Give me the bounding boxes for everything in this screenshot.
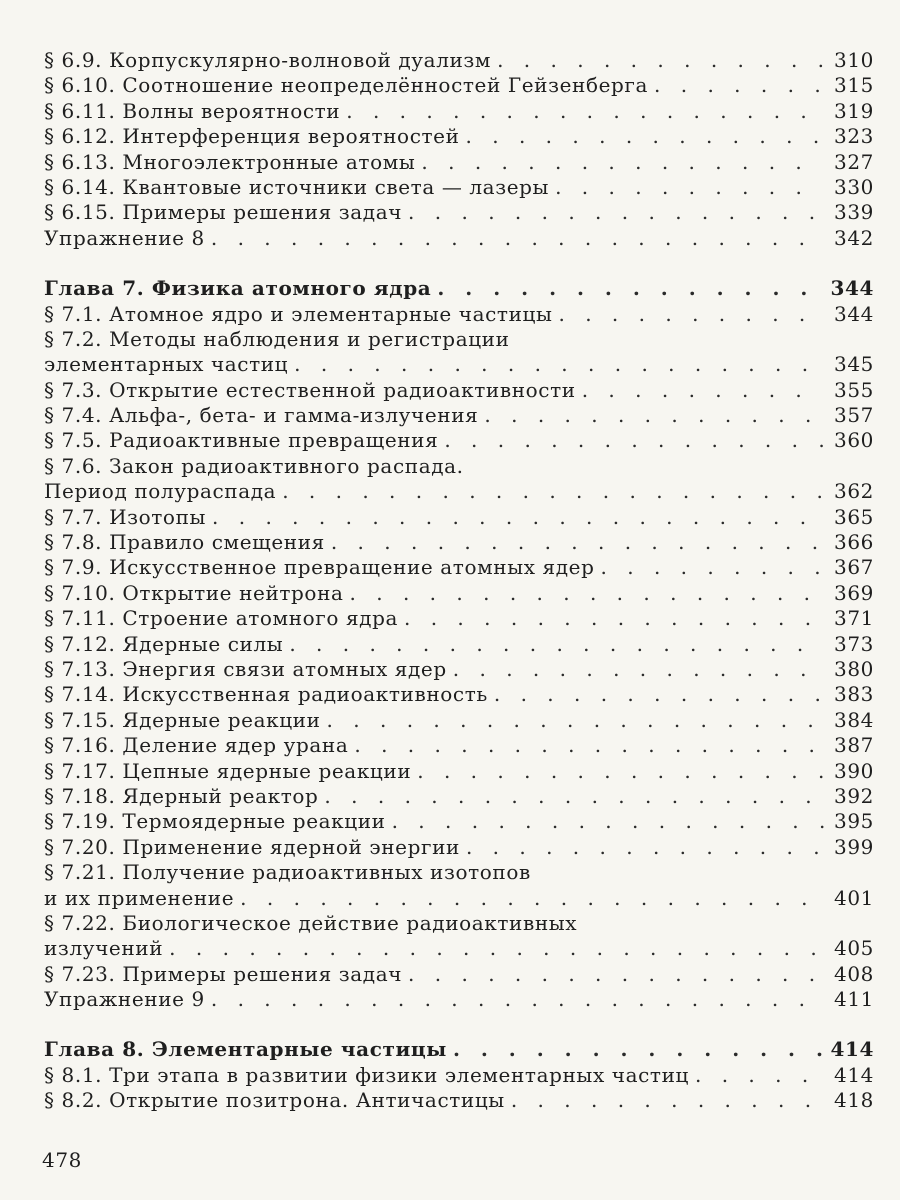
entry-page: 418 bbox=[834, 1088, 874, 1113]
entry-page: 327 bbox=[834, 149, 874, 174]
dot-leader bbox=[466, 124, 824, 149]
dot-leader bbox=[404, 606, 824, 631]
entry-title: § 7.13. Энергия связи атомных ядер bbox=[44, 656, 447, 681]
dot-leader bbox=[511, 1088, 824, 1113]
page-number: 478 bbox=[42, 1148, 82, 1172]
dot-leader bbox=[211, 226, 824, 251]
chapter-heading-8 bbox=[44, 1037, 874, 1062]
toc-entry-line1 bbox=[44, 327, 874, 352]
entry-title: Упражнение 9 bbox=[44, 987, 205, 1012]
entry-title: § 7.17. Цепные ядерные реакции bbox=[44, 758, 412, 783]
dot-leader bbox=[497, 48, 824, 73]
entry-title: § 7.9. Искусственное превращение атомных ядер bbox=[44, 555, 595, 580]
entry-title: § 7.2. Методы наблюдения и регистрации bbox=[44, 326, 510, 351]
entry-page: 387 bbox=[834, 733, 874, 758]
dot-leader bbox=[417, 759, 824, 784]
toc-entry bbox=[44, 48, 874, 73]
dot-leader bbox=[453, 657, 824, 682]
chapter-title: Глава 7. Физика атомного ядра bbox=[44, 276, 432, 301]
toc-entry bbox=[44, 581, 874, 606]
entry-page: 366 bbox=[834, 530, 874, 555]
entry-title: § 7.23. Примеры решения задач bbox=[44, 961, 403, 986]
toc-entry bbox=[44, 73, 874, 98]
entry-title: § 7.3. Открытие естественной радиоактивности bbox=[44, 377, 576, 402]
dot-leader bbox=[437, 276, 824, 301]
entry-title: § 7.21. Получение радиоактивных изотопов bbox=[44, 860, 531, 885]
toc-entry bbox=[44, 124, 874, 149]
entry-page: 395 bbox=[834, 809, 874, 834]
toc-entry bbox=[44, 302, 874, 327]
entry-page: 367 bbox=[834, 555, 874, 580]
dot-leader bbox=[331, 530, 824, 555]
entry-title: § 7.10. Открытие нейтрона bbox=[44, 580, 344, 605]
entry-title: § 8.2. Открытие позитрона. Античастицы bbox=[44, 1088, 505, 1113]
entry-page: 390 bbox=[834, 758, 874, 783]
entry-title: § 7.22. Биологическое действие радиоактивных bbox=[44, 910, 578, 935]
entry-page: 345 bbox=[834, 352, 874, 377]
entry-page: 371 bbox=[834, 606, 874, 631]
toc-entry bbox=[44, 733, 874, 758]
entry-page: 373 bbox=[834, 631, 874, 656]
entry-page: 323 bbox=[834, 124, 874, 149]
entry-title-continued: излучений bbox=[44, 936, 164, 961]
dot-leader bbox=[350, 581, 824, 606]
section-gap bbox=[44, 1012, 874, 1037]
entry-page: 401 bbox=[834, 885, 874, 910]
entry-title: § 7.8. Правило смещения bbox=[44, 530, 325, 555]
entry-title: § 6.14. Квантовые источники света — лазеры bbox=[44, 174, 550, 199]
toc-entry bbox=[44, 835, 874, 860]
dot-leader bbox=[240, 886, 824, 911]
dot-leader bbox=[211, 987, 824, 1012]
toc-entry bbox=[44, 708, 874, 733]
toc-entry-line1 bbox=[44, 454, 874, 479]
chapter-heading-7 bbox=[44, 276, 874, 301]
dot-leader bbox=[453, 1037, 824, 1062]
entry-title: Упражнение 8 bbox=[44, 225, 205, 250]
entry-page: 408 bbox=[834, 961, 874, 986]
entry-page: 369 bbox=[834, 580, 874, 605]
toc-entry-line1 bbox=[44, 860, 874, 885]
dot-leader bbox=[654, 73, 824, 98]
toc-entry bbox=[44, 632, 874, 657]
dot-leader bbox=[421, 150, 824, 175]
dot-leader bbox=[289, 632, 824, 657]
entry-title: § 7.16. Деление ядер урана bbox=[44, 733, 349, 758]
toc-entry bbox=[44, 759, 874, 784]
dot-leader bbox=[169, 936, 824, 961]
toc-entry bbox=[44, 175, 874, 200]
entry-title: § 7.19. Термоядерные реакции bbox=[44, 809, 386, 834]
entry-title-continued: Период полураспада bbox=[44, 479, 277, 504]
dot-leader bbox=[294, 352, 824, 377]
entry-page: 384 bbox=[834, 707, 874, 732]
toc-section-chapter7 bbox=[44, 302, 874, 1013]
toc-entry bbox=[44, 150, 874, 175]
toc-entry bbox=[44, 936, 874, 961]
toc-entry bbox=[44, 378, 874, 403]
dot-leader bbox=[408, 962, 824, 987]
entry-title: § 7.15. Ядерные реакции bbox=[44, 707, 321, 732]
toc-entry bbox=[44, 479, 874, 504]
chapter-title: Глава 8. Элементарные частицы bbox=[44, 1037, 447, 1062]
section-gap bbox=[44, 251, 874, 276]
entry-page: 315 bbox=[834, 73, 874, 98]
entry-page: 392 bbox=[834, 783, 874, 808]
chapter-page: 414 bbox=[830, 1037, 874, 1062]
toc-section-chapter8 bbox=[44, 1063, 874, 1114]
entry-title: § 6.11. Волны вероятности bbox=[44, 98, 341, 123]
toc-section-chapter6 bbox=[44, 48, 874, 251]
entry-title: § 6.10. Соотношение неопределённостей Гейзенберга bbox=[44, 73, 649, 98]
toc-entry-line1 bbox=[44, 911, 874, 936]
entry-page: 344 bbox=[834, 301, 874, 326]
table-of-contents bbox=[44, 48, 874, 1114]
entry-title-continued: и их применение bbox=[44, 885, 235, 910]
entry-page: 399 bbox=[834, 834, 874, 859]
toc-entry bbox=[44, 99, 874, 124]
entry-title: § 6.15. Примеры решения задач bbox=[44, 200, 403, 225]
dot-leader bbox=[212, 505, 824, 530]
entry-page: 380 bbox=[834, 656, 874, 681]
dot-leader bbox=[282, 479, 824, 504]
entry-page: 411 bbox=[834, 987, 874, 1012]
toc-entry bbox=[44, 784, 874, 809]
entry-title: § 7.20. Применение ядерной энергии bbox=[44, 834, 460, 859]
entry-page: 339 bbox=[834, 200, 874, 225]
entry-page: 414 bbox=[834, 1062, 874, 1087]
entry-page: 365 bbox=[834, 504, 874, 529]
dot-leader bbox=[484, 403, 824, 428]
toc-entry bbox=[44, 1088, 874, 1113]
entry-title: § 7.14. Искусственная радиоактивность bbox=[44, 682, 488, 707]
entry-title: § 7.11. Строение атомного ядра bbox=[44, 606, 398, 631]
toc-entry bbox=[44, 403, 874, 428]
toc-entry bbox=[44, 606, 874, 631]
toc-entry bbox=[44, 886, 874, 911]
entry-title: § 6.13. Многоэлектронные атомы bbox=[44, 149, 416, 174]
dot-leader bbox=[346, 99, 824, 124]
entry-title: § 8.1. Три этапа в развитии физики элементарных частиц bbox=[44, 1062, 689, 1087]
toc-entry bbox=[44, 657, 874, 682]
entry-title: § 6.9. Корпускулярно-волновой дуализм bbox=[44, 48, 492, 72]
toc-entry bbox=[44, 530, 874, 555]
entry-page: 310 bbox=[834, 48, 874, 72]
dot-leader bbox=[444, 428, 824, 453]
entry-page: 357 bbox=[834, 403, 874, 428]
dot-leader bbox=[559, 302, 825, 327]
entry-title: § 7.18. Ядерный реактор bbox=[44, 783, 319, 808]
entry-page: 330 bbox=[834, 174, 874, 199]
dot-leader bbox=[494, 682, 824, 707]
entry-title: § 7.7. Изотопы bbox=[44, 504, 207, 529]
dot-leader bbox=[601, 555, 824, 580]
toc-entry bbox=[44, 682, 874, 707]
dot-leader bbox=[555, 175, 824, 200]
dot-leader bbox=[354, 733, 824, 758]
dot-leader bbox=[466, 835, 824, 860]
toc-entry bbox=[44, 962, 874, 987]
dot-leader bbox=[324, 784, 824, 809]
toc-entry bbox=[44, 352, 874, 377]
entry-page: 342 bbox=[834, 225, 874, 250]
entry-page: 355 bbox=[834, 377, 874, 402]
entry-page: 362 bbox=[834, 479, 874, 504]
toc-entry bbox=[44, 428, 874, 453]
entry-title: § 7.4. Альфа-, бета- и гамма-излучения bbox=[44, 403, 479, 428]
entry-page: 383 bbox=[834, 682, 874, 707]
entry-page: 360 bbox=[834, 428, 874, 453]
dot-leader bbox=[327, 708, 824, 733]
entry-title-continued: элементарных частиц bbox=[44, 352, 289, 377]
entry-title: § 7.12. Ядерные силы bbox=[44, 631, 284, 656]
entry-title: § 6.12. Интерференция вероятностей bbox=[44, 124, 460, 149]
entry-page: 405 bbox=[834, 936, 874, 961]
dot-leader bbox=[408, 200, 824, 225]
entry-title: § 7.1. Атомное ядро и элементарные частицы bbox=[44, 301, 553, 326]
toc-entry bbox=[44, 809, 874, 834]
toc-entry bbox=[44, 200, 874, 225]
toc-entry bbox=[44, 505, 874, 530]
chapter-page: 344 bbox=[830, 276, 874, 301]
dot-leader bbox=[582, 378, 824, 403]
entry-title: § 7.5. Радиоактивные превращения bbox=[44, 428, 439, 453]
entry-title: § 7.6. Закон радиоактивного распада. bbox=[44, 453, 464, 478]
toc-entry bbox=[44, 226, 874, 251]
toc-entry bbox=[44, 987, 874, 1012]
toc-entry bbox=[44, 1063, 874, 1088]
toc-entry bbox=[44, 555, 874, 580]
entry-page: 319 bbox=[834, 98, 874, 123]
dot-leader bbox=[392, 809, 824, 834]
dot-leader bbox=[695, 1063, 824, 1088]
